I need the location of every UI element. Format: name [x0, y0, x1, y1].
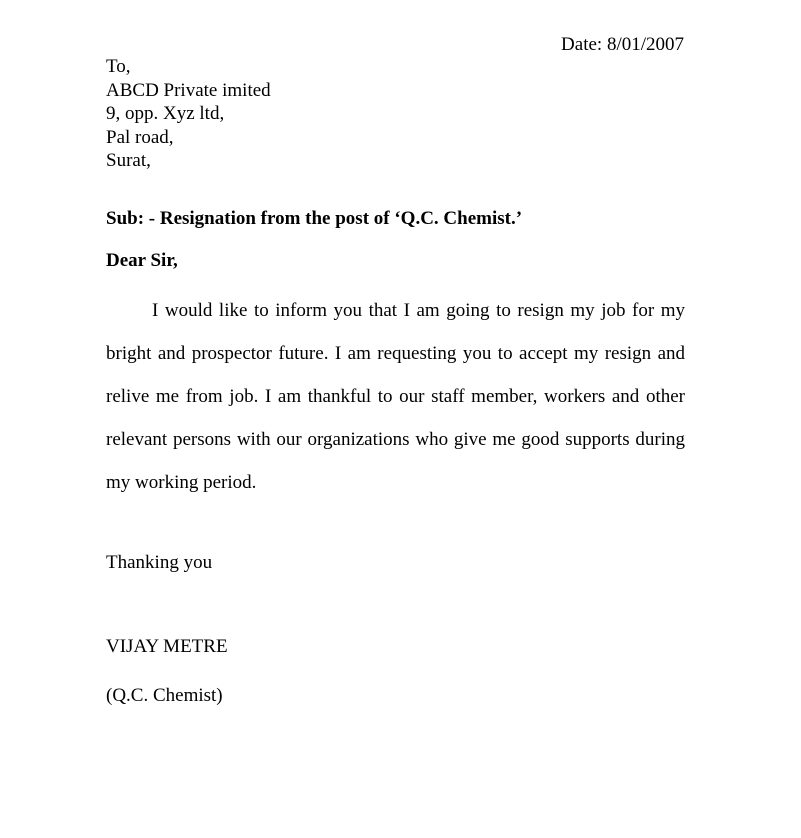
address-line-road: Pal road,: [106, 126, 174, 148]
closing-line: Thanking you: [106, 552, 213, 573]
address-line-city: Surat,: [106, 150, 151, 171]
body-line: relive me from job. I am thankful to our staff member, workers and other: [106, 386, 685, 407]
body-line: bright and prospector future. I am requesting you to accept my resign and: [106, 343, 685, 364]
date-line: Date: 8/01/2007: [561, 34, 684, 55]
signatory-title: (Q.C. Chemist): [106, 685, 223, 706]
body-paragraph: [106, 289, 685, 504]
signatory-name: VIJAY METRE: [106, 636, 228, 657]
address-line-street: 9, opp. Xyz ltd,: [106, 103, 225, 124]
body-line: I would like to inform you that I am going to resign my job for my: [152, 300, 685, 321]
address-line-to: To,: [106, 56, 131, 77]
body-line: my working period.: [106, 472, 257, 493]
signature-block: [106, 635, 506, 708]
salutation: Dear Sir,: [106, 250, 178, 271]
subject-line: Sub: - Resignation from the post of ‘Q.C. Chemist.’: [106, 208, 523, 229]
body-line: relevant persons with our organizations who give me good supports during: [106, 429, 685, 450]
address-line-company: ABCD Private imited: [106, 79, 271, 101]
recipient-address-block: [106, 55, 606, 173]
